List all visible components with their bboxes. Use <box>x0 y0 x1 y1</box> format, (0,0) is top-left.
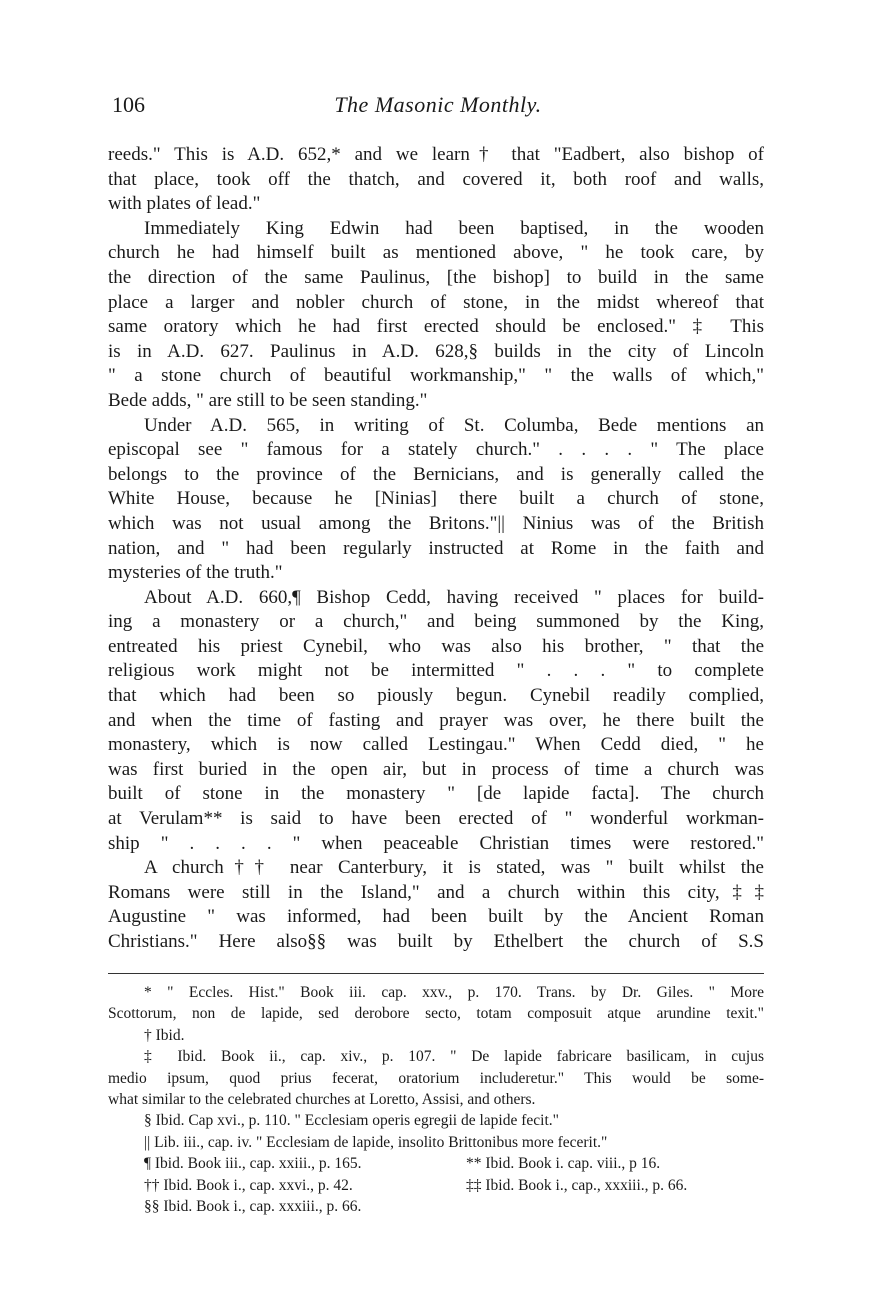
footnote-line: * " Eccles. Hist." Book iii. cap. xxv., p. 170. Trans. by Dr. Giles. " More <box>144 984 764 1001</box>
text-line: nation, and " had been regularly instructed at Rome in the faith and <box>108 537 764 559</box>
text-line: church he had himself built as mentioned above, " he took care, by <box>108 242 764 264</box>
text-line: mysteries of the truth." <box>108 562 283 584</box>
footnote-pair <box>108 1153 764 1174</box>
running-title: The Masonic Monthly. <box>334 92 542 117</box>
text-line: White House, because he [Ninias] there built a church of stone, <box>108 488 764 510</box>
body-text <box>108 143 764 955</box>
text-line: " a stone church of beautiful workmanship," " the walls of which," <box>108 365 764 387</box>
text-line: was first buried in the open air, but in process of time a church was <box>108 758 764 780</box>
text-line: Under A.D. 565, in writing of St. Columba, Bede mentions an <box>144 414 764 436</box>
footnote-right: ‡‡ Ibid. Book i., cap., xxxiii., p. 66. <box>466 1176 688 1194</box>
footnote-left: †† Ibid. Book i., cap. xxvi., p. 42. <box>144 1176 353 1194</box>
text-line: is in A.D. 627. Paulinus in A.D. 628,§ builds in the city of Lincoln <box>108 340 764 362</box>
text-line: and when the time of fasting and prayer was over, he there built the <box>108 709 764 731</box>
text-line: Christians." Here also§§ was built by Ethelbert the church of S.S <box>108 931 764 952</box>
footnotes <box>108 982 764 1217</box>
text-line: belongs to the province of the Bernicians, and is generally called the <box>108 463 764 485</box>
text-line: Augustine " was informed, had been built by the Ancient Roman <box>108 906 764 928</box>
footnote-line: what similar to the celebrated churches at Loretto, Assisi, and others. <box>108 1090 536 1108</box>
text-line: A church†† near Canterbury, it is stated, was " built whilst the <box>144 857 764 879</box>
text-line: episcopal see " famous for a stately church." . . . . " The place <box>108 439 764 461</box>
text-line: religious work might not be intermitted " . . . " to complete <box>108 660 764 682</box>
footnote-line: medio ipsum, quod prius fecerat, oratorium includeretur." This would be some- <box>108 1069 764 1087</box>
footnote-right: ** Ibid. Book i. cap. viii., p 16. <box>466 1155 661 1173</box>
text-line: same oratory which he had first erected should be enclosed." ‡ This <box>108 316 764 338</box>
text-line: Bede adds, " are still to be seen standing." <box>108 389 428 411</box>
text-line: Romans were still in the Island," and a church within this city,‡‡ <box>108 881 764 903</box>
page-header <box>112 92 764 122</box>
footnote-pair <box>108 1175 764 1196</box>
footnote-line: || Lib. iii., cap. iv. " Ecclesiam de lapide, insolito Brittonibus more fecerit." <box>144 1133 608 1151</box>
text-line: entreated his priest Cynebil, who was also his brother, " that the <box>108 635 764 657</box>
footnote-line: Scottorum, non de lapide, sed derobore secto, totam composuit atque arundine texit." <box>108 1005 764 1023</box>
text-line: that which had been so piously begun. Cynebil readily complied, <box>108 685 764 707</box>
text-line: built of stone in the monastery " [de lapide facta]. The church <box>108 783 764 805</box>
page-number: 106 <box>112 92 145 117</box>
text-line: reeds." This is A.D. 652,* and we learn† that "Eadbert, also bishop of <box>108 144 764 165</box>
footnote-line: ‡ Ibid. Book ii., cap. xiv., p. 107. " De lapide fabricare basilicam, in cujus <box>144 1048 764 1066</box>
text-line: the direction of the same Paulinus, [the bishop] to build in the same <box>108 266 764 288</box>
text-line: that place, took off the thatch, and covered it, both roof and walls, <box>108 168 764 190</box>
footnote-line: † Ibid. <box>144 1026 185 1044</box>
footnote-left: ¶ Ibid. Book iii., cap. xxiii., p. 165. <box>144 1155 362 1173</box>
text-line: with plates of lead." <box>108 193 261 215</box>
text-line: which was not usual among the Britons."|| Ninius was of the British <box>108 512 764 534</box>
text-line: ship " . . . . " when peaceable Christian times were restored." <box>108 832 764 854</box>
footnote-line: §§ Ibid. Book i., cap. xxxiii., p. 66. <box>144 1197 362 1215</box>
text-line: About A.D. 660,¶ Bishop Cedd, having received " places for build- <box>144 586 764 608</box>
text-line: monastery, which is now called Lestingau." When Cedd died, " he <box>108 734 764 756</box>
text-line: at Verulam** is said to have been erected of " wonderful workman- <box>108 808 764 830</box>
text-line: Immediately King Edwin had been baptised, in the wooden <box>144 217 764 239</box>
footnote-line: § Ibid. Cap xvi., p. 110. " Ecclesiam operis egregii de lapide fecit." <box>144 1112 559 1130</box>
text-line: ing a monastery or a church," and being summoned by the King, <box>108 611 764 633</box>
text-line: place a larger and nobler church of stone, in the midst whereof that <box>108 291 764 313</box>
footnote-rule <box>108 973 764 974</box>
